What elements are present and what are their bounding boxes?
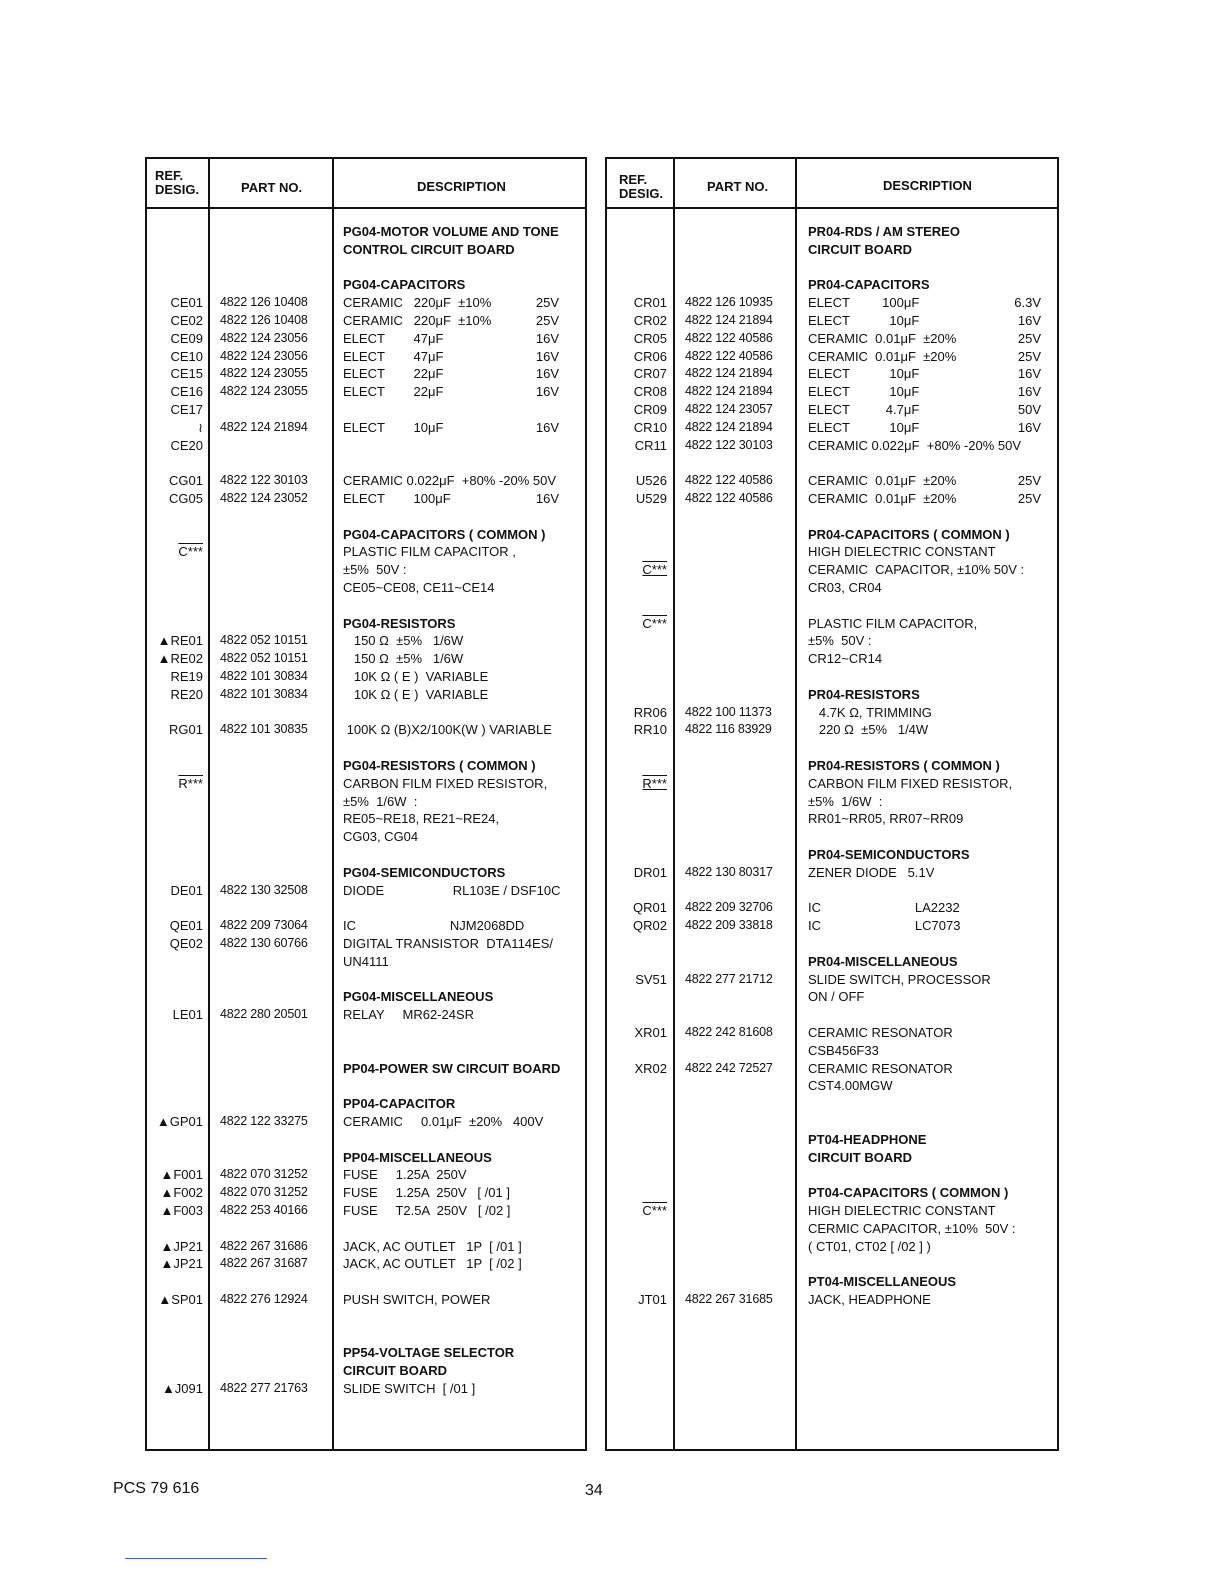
part-number: 4822 070 31252 <box>220 1167 308 1182</box>
voltage-rating: 16V <box>535 348 559 364</box>
ref-desig: LE01 <box>172 1007 203 1023</box>
part-description: CR03, CR04 <box>808 580 882 595</box>
part-description: ELECT 22μF <box>343 366 444 382</box>
part-description: FUSE 1.25A 250V [ /01 ] <box>343 1185 510 1201</box>
ref-desig: U526 <box>635 473 667 489</box>
voltage-rating: 16V <box>535 366 559 382</box>
part-description: CERAMIC 0.01μF ±20% <box>808 330 957 346</box>
ref-desig: CR10 <box>633 419 667 435</box>
section-heading: PG04-SEMICONDUCTORS <box>343 864 506 880</box>
part-description: CERAMIC 0.022μF +80% -20% 50V <box>343 473 557 489</box>
ref-desig: XR02 <box>634 1060 667 1076</box>
part-description: CST4.00MGW <box>808 1078 893 1094</box>
ref-desig: ▲JP21 <box>160 1256 203 1272</box>
part-description: CG03, CG04 <box>343 829 419 845</box>
section-heading: PG04-MISCELLANEOUS <box>343 989 494 1005</box>
parts-table-left <box>145 157 587 1451</box>
voltage-rating: 16V <box>535 384 559 400</box>
ref-desig: CE09 <box>170 330 203 346</box>
part-description: JACK, HEADPHONE <box>808 1292 931 1307</box>
section-heading: PG04-CAPACITORS <box>343 277 466 293</box>
part-description: RE05~RE18, RE21~RE24, <box>343 811 500 827</box>
ref-desig: CG05 <box>169 491 203 506</box>
voltage-rating: 25V <box>1017 348 1041 364</box>
section-heading: PR04-SEMICONDUCTORS <box>808 847 970 862</box>
part-description: 10K Ω ( E ) VARIABLE <box>343 686 489 702</box>
ref-header: REF. DESIG. <box>619 172 664 201</box>
part-number: 4822 209 73064 <box>220 918 308 933</box>
ref-desig: QR02 <box>633 918 667 934</box>
part-description: ELECT 10μF <box>808 384 920 400</box>
part-no-header: PART NO. <box>707 179 769 194</box>
part-description: UN4111 <box>343 953 389 969</box>
section-heading: PR04-RESISTORS <box>808 686 920 702</box>
ref-desig: R*** <box>642 775 667 791</box>
part-number: 4822 122 30103 <box>220 473 308 488</box>
part-description: SLIDE SWITCH [ /01 ] <box>343 1381 476 1396</box>
part-description: FUSE 1.25A 250V <box>343 1167 467 1183</box>
part-number: 4822 126 10408 <box>220 295 308 310</box>
part-description: CERAMIC RESONATOR <box>808 1025 953 1040</box>
part-number: 4822 122 40586 <box>685 348 773 363</box>
section-heading: PR04-CAPACITORS ( COMMON ) <box>808 526 1010 542</box>
ref-desig: QR01 <box>633 900 667 916</box>
part-number: 4822 124 23056 <box>220 330 308 345</box>
ref-desig: CE15 <box>170 366 203 382</box>
section-heading: PT04-CAPACITORS ( COMMON ) <box>808 1185 1009 1201</box>
part-number: 4822 276 12924 <box>220 1292 308 1306</box>
ref-desig: ≀ <box>198 419 203 435</box>
ref-desig: ▲J091 <box>161 1381 203 1396</box>
part-description: CERAMIC 220μF ±10% <box>343 295 492 311</box>
part-description: ELECT 100μF <box>808 295 920 311</box>
ref-desig: CE01 <box>170 295 203 311</box>
section-heading: PR04-RESISTORS ( COMMON ) <box>808 758 1000 773</box>
description-header: DESCRIPTION <box>417 179 506 194</box>
part-description: 150 Ω ±5% 1/6W <box>343 633 464 649</box>
part-description: HIGH DIELECTRIC CONSTANT <box>808 544 996 560</box>
part-description: ELECT 47μF <box>343 330 444 346</box>
part-number: 4822 122 30103 <box>685 437 773 452</box>
part-description: ELECT 4.7μF <box>808 402 920 417</box>
section-heading: PP04-MISCELLANEOUS <box>343 1149 492 1165</box>
voltage-rating: 16V <box>535 491 559 506</box>
part-description: ±5% 50V : <box>343 562 407 578</box>
ref-desig: CE02 <box>170 313 203 328</box>
section-heading: PG04-RESISTORS <box>343 615 456 631</box>
part-description: JACK, AC OUTLET 1P [ /02 ] <box>343 1256 522 1272</box>
part-description: 4.7K Ω, TRIMMING <box>808 704 932 720</box>
section-heading: PR04-MISCELLANEOUS <box>808 953 958 969</box>
ref-desig: ▲F003 <box>160 1203 203 1218</box>
ref-desig: RE20 <box>170 686 203 702</box>
model-number: PCS 79 616 <box>113 1480 200 1497</box>
part-description: CERAMIC CAPACITOR, ±10% 50V : <box>808 562 1025 578</box>
ref-desig: CR08 <box>633 384 667 400</box>
part-description: ELECT 10μF <box>808 313 920 328</box>
footer-underline <box>125 1558 267 1559</box>
part-number: 4822 209 32706 <box>685 900 773 915</box>
ref-desig: CR01 <box>633 295 667 311</box>
ref-desig: ▲F002 <box>160 1185 203 1201</box>
ref-desig: RR10 <box>633 722 667 738</box>
part-description: PUSH SWITCH, POWER <box>343 1292 491 1307</box>
part-description: CERAMIC 0.01μF ±20% <box>808 348 957 364</box>
ref-desig: DR01 <box>633 864 667 880</box>
part-description: ELECT 22μF <box>343 384 444 400</box>
part-number: 4822 124 23052 <box>220 491 308 505</box>
part-number: 4822 122 40586 <box>685 330 773 345</box>
part-description: ELECT 10μF <box>343 419 444 435</box>
part-number: 4822 124 23055 <box>220 366 308 381</box>
part-number: 4822 126 10935 <box>685 295 773 310</box>
part-description: IC LA2232 <box>808 900 960 916</box>
ref-desig: CE16 <box>170 384 203 400</box>
part-number: 4822 116 83929 <box>685 722 772 737</box>
part-number: 4822 124 21894 <box>685 366 773 381</box>
part-number: 4822 209 33818 <box>685 918 773 933</box>
part-number: 4822 126 10408 <box>220 313 308 327</box>
part-number: 4822 124 21894 <box>685 384 773 399</box>
ref-desig: RE19 <box>170 669 203 684</box>
part-description: CERAMIC RESONATOR <box>808 1060 953 1076</box>
voltage-rating: 16V <box>1017 419 1041 435</box>
part-description: CARBON FILM FIXED RESISTOR, <box>343 775 548 791</box>
voltage-rating: 25V <box>1017 330 1041 346</box>
parts-table-right <box>605 157 1059 1451</box>
voltage-rating: 25V <box>535 295 559 311</box>
voltage-rating: 16V <box>1017 313 1041 328</box>
part-number: 4822 277 21712 <box>685 971 773 986</box>
part-description: PLASTIC FILM CAPACITOR, <box>808 615 978 631</box>
part-number: 4822 124 21894 <box>220 419 308 434</box>
ref-desig: ▲GP01 <box>156 1114 203 1129</box>
ref-desig: ▲JP21 <box>160 1238 203 1254</box>
ref-desig: CR06 <box>633 348 667 364</box>
section-heading: CIRCUIT BOARD <box>808 241 912 257</box>
part-description: CE05~CE08, CE11~CE14 <box>343 580 495 595</box>
page-number: 34 <box>585 1482 603 1499</box>
part-description: ±5% 1/6W : <box>808 793 883 809</box>
part-number: 4822 100 11373 <box>685 704 772 719</box>
voltage-rating: 25V <box>535 313 559 328</box>
part-number: 4822 101 30835 <box>220 722 308 737</box>
section-heading: PG04-CAPACITORS ( COMMON ) <box>343 526 546 542</box>
part-number: 4822 267 31687 <box>220 1256 308 1271</box>
part-number: 4822 124 21894 <box>685 419 773 434</box>
part-number: 4822 101 30834 <box>220 669 308 683</box>
part-description: CERAMIC 0.022μF +80% -20% 50V <box>808 437 1022 453</box>
ref-desig: R*** <box>178 775 203 791</box>
ref-desig: ▲RE01 <box>157 633 203 649</box>
section-heading: CIRCUIT BOARD <box>343 1363 447 1379</box>
ref-desig: CR05 <box>633 330 667 346</box>
part-description: DIODE RL103E / DSF10C <box>343 882 561 898</box>
part-number: 4822 130 32508 <box>220 882 308 897</box>
part-number: 4822 052 10151 <box>220 633 308 648</box>
part-description: ELECT 10μF <box>808 366 920 382</box>
voltage-rating: 16V <box>535 419 559 435</box>
part-description: SLIDE SWITCH, PROCESSOR <box>808 971 991 987</box>
voltage-rating: 25V <box>1017 473 1041 489</box>
part-number: 4822 101 30834 <box>220 686 308 701</box>
part-description: RR01~RR05, RR07~RR09 <box>808 811 964 827</box>
ref-desig: CE10 <box>170 348 203 364</box>
part-description: ELECT 10μF <box>808 419 920 435</box>
part-number: 4822 242 81608 <box>685 1025 773 1039</box>
ref-header: REF. DESIG. <box>155 168 200 197</box>
voltage-rating: 50V <box>1017 402 1041 417</box>
description-header: DESCRIPTION <box>883 178 972 193</box>
part-description: PLASTIC FILM CAPACITOR , <box>343 544 516 560</box>
section-heading: CIRCUIT BOARD <box>808 1149 912 1165</box>
ref-desig: C*** <box>178 544 203 560</box>
part-description: IC LC7073 <box>808 918 961 934</box>
part-description: HIGH DIELECTRIC CONSTANT <box>808 1203 996 1218</box>
ref-desig: C*** <box>642 562 667 578</box>
part-number: 4822 124 23057 <box>685 402 773 416</box>
section-heading: PR04-CAPACITORS <box>808 277 930 293</box>
part-description: CERAMIC 220μF ±10% <box>343 313 492 328</box>
ref-desig: ▲SP01 <box>158 1292 203 1307</box>
part-number: 4822 277 21763 <box>220 1381 308 1395</box>
ref-desig: RG01 <box>169 722 203 738</box>
ref-desig: ▲RE02 <box>157 651 203 667</box>
part-description: 150 Ω ±5% 1/6W <box>343 651 464 667</box>
part-number: 4822 122 40586 <box>685 491 773 505</box>
part-description: ELECT 47μF <box>343 348 444 364</box>
section-heading: PR04-RDS / AM STEREO <box>808 224 960 239</box>
part-description: 10K Ω ( E ) VARIABLE <box>343 669 489 684</box>
ref-desig: C*** <box>642 1203 667 1218</box>
part-description: FUSE T2.5A 250V [ /02 ] <box>343 1203 511 1218</box>
part-description: CARBON FILM FIXED RESISTOR, <box>808 775 1013 791</box>
ref-desig: DE01 <box>170 882 203 898</box>
ref-desig: QE02 <box>169 936 203 951</box>
part-description: CERMIC CAPACITOR, ±10% 50V : <box>808 1220 1016 1236</box>
ref-desig: XR01 <box>634 1025 667 1040</box>
part-description: ON / OFF <box>808 989 865 1005</box>
part-description: ±5% 1/6W : <box>343 793 418 809</box>
part-description: CERAMIC 0.01μF ±20% <box>808 473 957 489</box>
part-number: 4822 242 72527 <box>685 1060 773 1075</box>
ref-desig: CG01 <box>169 473 203 489</box>
section-heading: PT04-HEADPHONE <box>808 1131 927 1147</box>
part-description: DIGITAL TRANSISTOR DTA114ES/ <box>343 936 553 951</box>
part-description: ( CT01, CT02 [ /02 ] ) <box>808 1238 931 1254</box>
ref-desig: C*** <box>642 615 667 631</box>
part-number: 4822 052 10151 <box>220 651 308 666</box>
ref-desig: JT01 <box>638 1292 667 1307</box>
voltage-rating: 25V <box>1017 491 1041 506</box>
ref-desig: RR06 <box>633 704 667 720</box>
part-description: 220 Ω ±5% 1/4W <box>808 722 929 738</box>
ref-desig: QE01 <box>169 918 203 934</box>
part-number: 4822 124 23056 <box>220 348 308 363</box>
ref-desig: CR02 <box>633 313 667 328</box>
part-number: 4822 124 21894 <box>685 313 773 327</box>
table-header <box>147 159 585 209</box>
section-heading: PP04-POWER SW CIRCUIT BOARD <box>343 1060 561 1076</box>
section-heading: CONTROL CIRCUIT BOARD <box>343 241 515 257</box>
ref-desig: CR07 <box>633 366 667 382</box>
part-no-header: PART NO. <box>241 180 303 195</box>
part-number: 4822 122 40586 <box>685 473 773 488</box>
part-number: 4822 130 80317 <box>685 864 773 879</box>
part-number: 4822 122 33275 <box>220 1114 308 1128</box>
ref-desig: CR09 <box>633 402 667 417</box>
part-description: CSB456F33 <box>808 1042 879 1058</box>
ref-desig: CR11 <box>634 437 667 453</box>
voltage-rating: 6.3V <box>1014 295 1041 311</box>
part-number: 4822 124 23055 <box>220 384 308 399</box>
part-description: CERAMIC 0.01μF ±20% 400V <box>343 1114 544 1129</box>
ref-desig: ▲F001 <box>160 1167 203 1183</box>
part-description: CR12~CR14 <box>808 651 883 667</box>
part-description: ELECT 100μF <box>343 491 451 506</box>
voltage-rating: 16V <box>1017 384 1041 400</box>
voltage-rating: 16V <box>535 330 559 346</box>
section-heading: PT04-MISCELLANEOUS <box>808 1274 957 1290</box>
part-description: 100K Ω (B)X2/100K(W ) VARIABLE <box>343 722 552 738</box>
ref-desig: SV51 <box>635 971 667 987</box>
part-number: 4822 070 31252 <box>220 1185 308 1200</box>
part-number: 4822 253 40166 <box>220 1203 308 1217</box>
voltage-rating: 16V <box>1017 366 1041 382</box>
part-number: 4822 130 60766 <box>220 936 308 950</box>
ref-desig: CE17 <box>170 402 203 417</box>
part-number: 4822 267 31686 <box>220 1238 308 1253</box>
section-heading: PP54-VOLTAGE SELECTOR <box>343 1345 515 1361</box>
part-description: JACK, AC OUTLET 1P [ /01 ] <box>343 1238 522 1254</box>
section-heading: PG04-RESISTORS ( COMMON ) <box>343 758 536 773</box>
part-description: IC NJM2068DD <box>343 918 525 934</box>
part-number: 4822 267 31685 <box>685 1292 773 1306</box>
part-number: 4822 280 20501 <box>220 1007 308 1022</box>
part-description: ZENER DIODE 5.1V <box>808 864 935 880</box>
part-description: CERAMIC 0.01μF ±20% <box>808 491 957 506</box>
ref-desig: CE20 <box>170 437 203 453</box>
section-heading: PG04-MOTOR VOLUME AND TONE <box>343 224 559 239</box>
part-description: ±5% 50V : <box>808 633 872 649</box>
part-description: RELAY MR62-24SR <box>343 1007 475 1023</box>
ref-desig: U529 <box>635 491 667 506</box>
section-heading: PP04-CAPACITOR <box>343 1096 456 1112</box>
